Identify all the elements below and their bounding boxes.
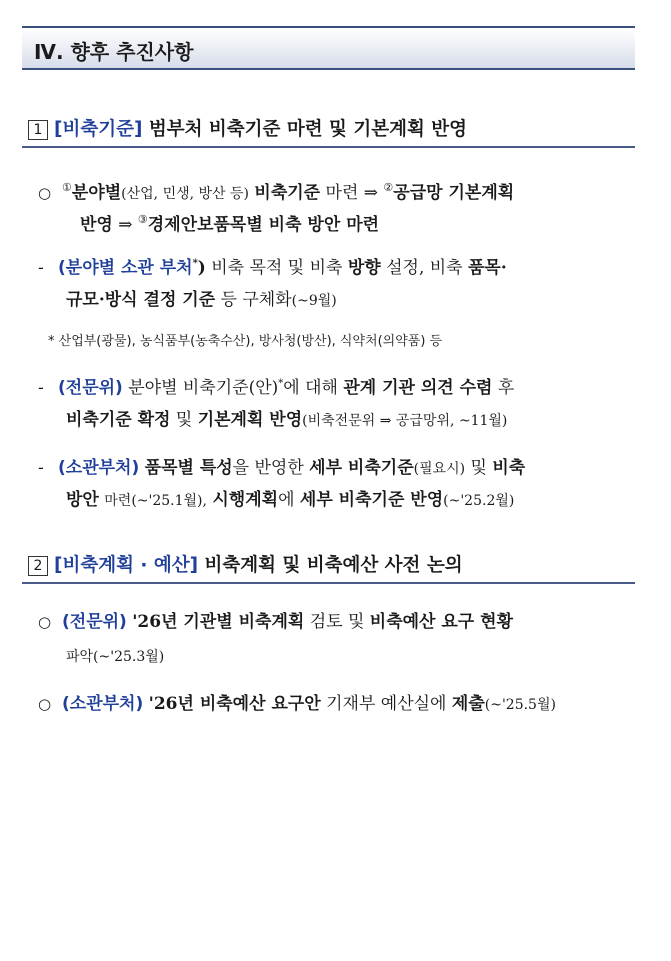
paragraph-line: - (소관부처) 품목별 특성을 반영한 세부 비축기준(필요시) 및 비축 [38,458,526,478]
bullet-circle: ○ [38,613,52,631]
dept-tag: (전문위) [62,612,127,632]
bullet-circle: ○ [38,184,52,202]
section-numeral: Ⅳ. [34,40,64,64]
paragraph-line: 반영 ⇒ ③경제안보품목별 비축 방안 마련 [80,213,380,235]
section-title-text: 향후 추진사항 [70,40,194,64]
paragraph-line: 비축기준 확정 및 기본계획 반영(비축전문위 ⇒ 공급망위, ~11월) [66,410,508,430]
section-title [34,36,193,65]
paragraph-line: - (전문위) 분야별 비축기준(안)*에 대해 관계 기관 의견 수렴 후 [38,378,515,398]
subsection-tag: [비축기준] [54,119,143,140]
dept-tag: (소관부처) [58,458,140,478]
paragraph-line: 파악(~'25.3월) [66,649,165,665]
paragraph-line: 방안 마련(~'25.1월), 시행계획에 세부 비축기준 반영(~'25.2월) [66,490,515,510]
subsection-number-box: 1 [28,120,48,140]
dept-tag: (분야별 소관 부처 [58,258,193,278]
paragraph-line: ○ (전문위) '26년 기관별 비축계획 검토 및 비축예산 요구 현황 [38,612,513,632]
subsection-1-header [22,112,635,148]
dept-tag: (소관부처) [62,694,144,714]
subsection-title: 범부처 비축기준 마련 및 기본계획 반영 [148,119,468,140]
dept-tag: (전문위) [58,378,123,398]
subsection-title: 비축계획 및 비축예산 사전 논의 [204,555,463,576]
paragraph-line: - (분야별 소관 부처*) 비축 목적 및 비축 방향 설정, 비축 품목· [38,258,507,278]
bullet-circle: ○ [38,695,52,713]
subsection-number-box: 2 [28,556,48,576]
subsection-2-header [22,548,635,584]
subsection-tag: [비축계획 · 예산] [54,555,199,576]
paragraph-line: ○ (소관부처) '26년 비축예산 요구안 기재부 예산실에 제출(~'25.5월) [38,694,556,714]
paragraph-line: ○ ①분야별(산업, 민생, 방산 등) 비축기준 마련 ⇒ ②공급망 기본계획 [38,181,515,203]
paragraph-line: 규모·방식 결정 기준 등 구체화(~9월) [66,290,337,310]
footnote: * 산업부(광물), 농식품부(농축수산), 방사청(방산), 식약처(의약품) 등 [48,334,443,349]
section-header-bar [22,26,635,70]
